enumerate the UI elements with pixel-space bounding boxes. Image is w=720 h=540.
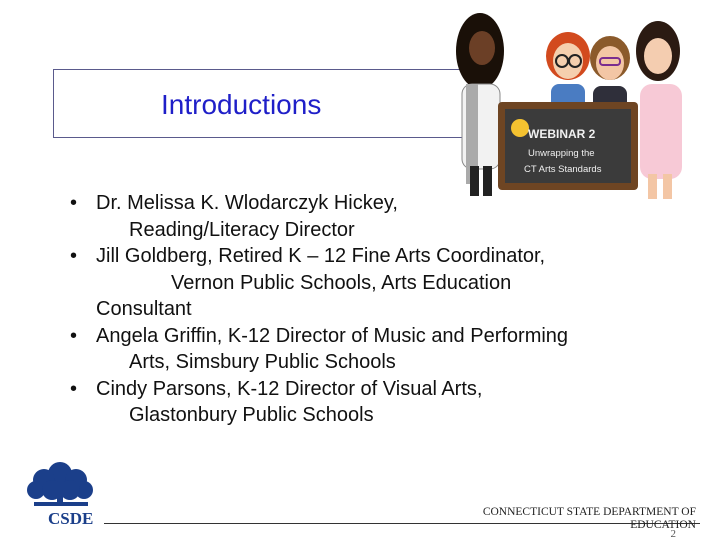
chalkboard: [498, 102, 638, 190]
list-item: • Angela Griffin, K-12 Director of Music and Performing Arts, Simsbury Public Schools: [70, 323, 680, 376]
title-box: [53, 69, 473, 138]
avatar-2: [546, 32, 590, 114]
webinar-illustration: [448, 6, 698, 208]
slide-title: Introductions: [161, 89, 322, 120]
board-line-3: CT Arts Standards: [524, 164, 602, 175]
list-item: • Cindy Parsons, K-12 Director of Visual Arts, Glastonbury Public Schools: [70, 376, 680, 429]
csde-logo: [14, 456, 106, 528]
avatar-1: [456, 13, 504, 196]
avatar-4: [636, 21, 682, 199]
board-line-2: Unwrapping the: [528, 148, 595, 159]
list-item: • Jill Goldberg, Retired K – 12 Fine Arts Coordinator, Vernon Public Schools, Arts Education Consultant: [70, 243, 680, 323]
board-line-1: WEBINAR 2: [528, 127, 596, 141]
page-number: 2: [670, 528, 676, 540]
bullet-list: [70, 190, 680, 429]
list-item: • Dr. Melissa K. Wlodarczyk Hickey, Reading/Literacy Director: [70, 190, 680, 243]
department-name: CONNECTICUT STATE DEPARTMENT OF EDUCATION: [482, 506, 696, 531]
logo-text: CSDE: [48, 509, 94, 528]
